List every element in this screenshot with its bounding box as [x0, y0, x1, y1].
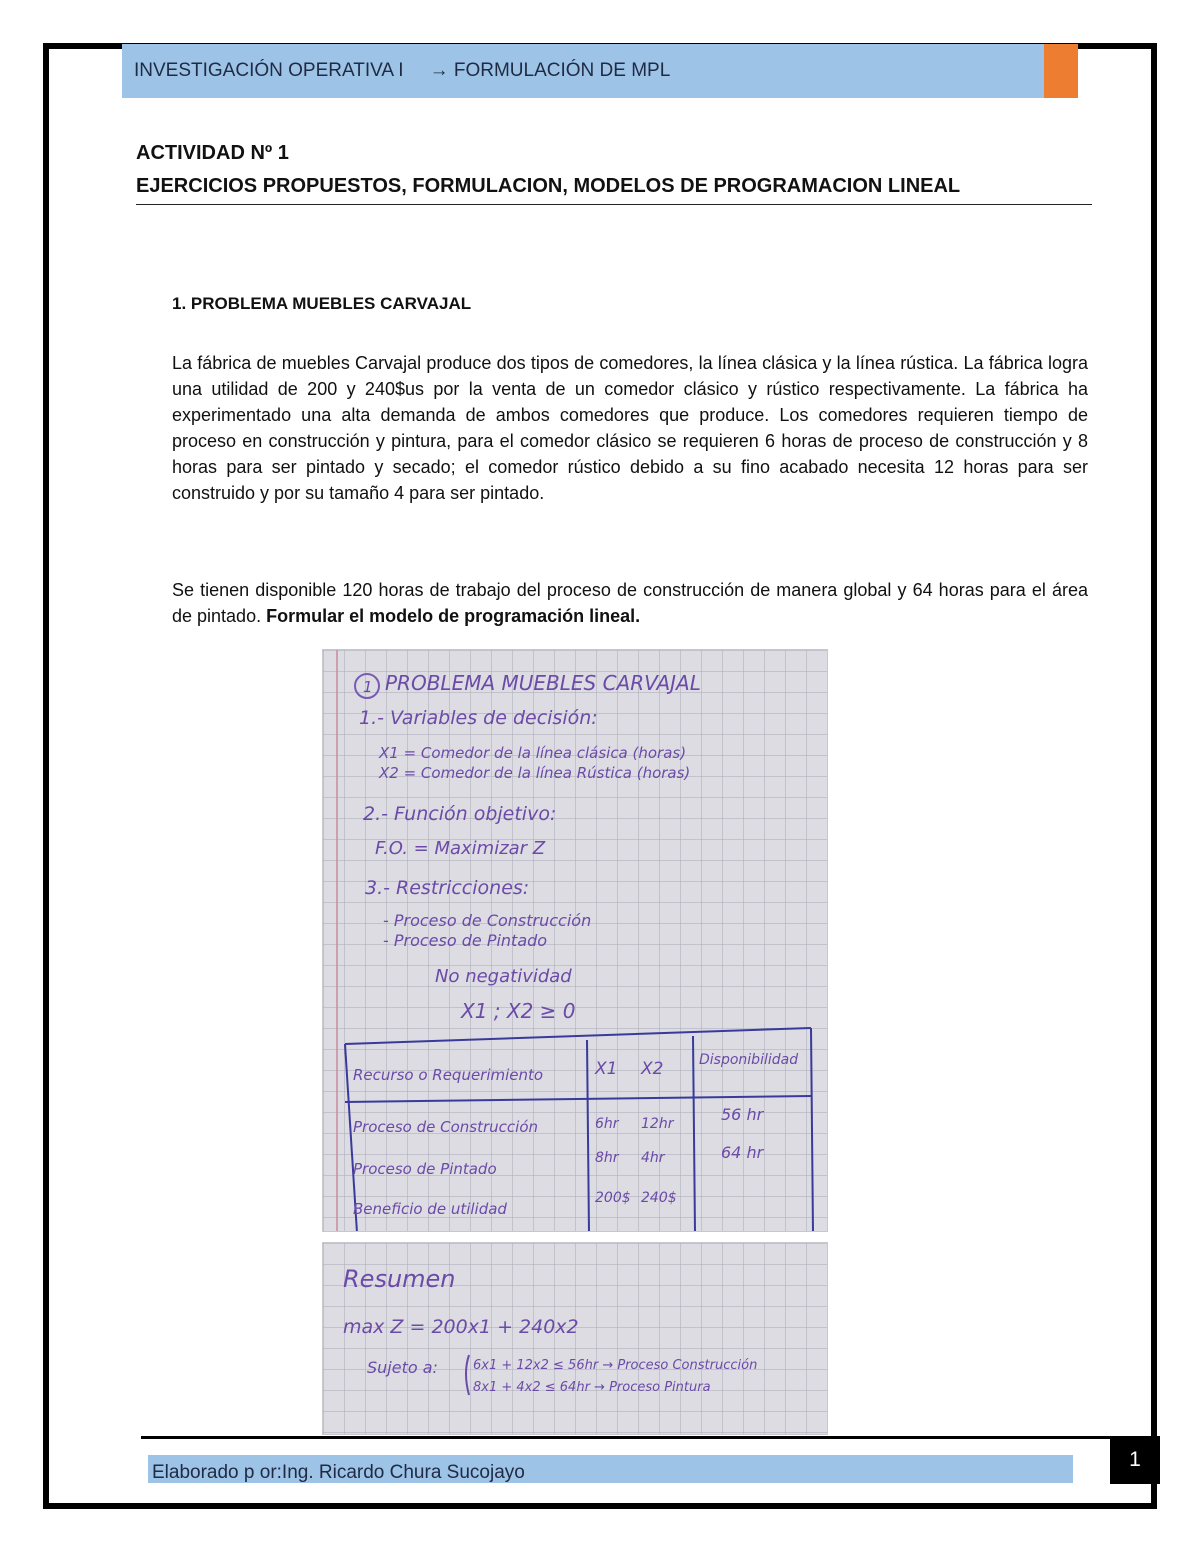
nb1-row3-x2: 240$ [641, 1190, 677, 1206]
problem-statement: La fábrica de muebles Carvajal produce dos tipos de comedores, la línea clásica y la línea rústica. La fábrica logra una utilidad de 200 y 240$us por la venta de un comedor clásico y rústico respectivamente. La fábrica ha experimentado una alta demanda de ambos comedores que produce. Los comedores requieren tiempo de proceso en construcción y pintura, para el comedor clásico se requieren 6 horas de proceso de construcción y 8 horas para ser pintado y secado; el comedor rústico debido a su fino acabado necesita 12 horas para ser construido y por su tamaño 4 para ser pintado. [172, 353, 1088, 503]
notebook-photo-2 [322, 1242, 828, 1435]
nb1-r2: - Proceso de Pintado [383, 931, 548, 950]
nb1-row2-avail: 64 hr [721, 1143, 764, 1162]
notebook-grid-1 [323, 650, 828, 1232]
header-topic: → FORMULACIÓN DE MPL [429, 60, 671, 81]
header-bar [122, 44, 1044, 98]
nb1-step3: 3.- Restricciones: [365, 877, 530, 899]
problem-title: 1. PROBLEMA MUEBLES CARVAJAL [172, 294, 472, 313]
nb1-row1-avail: 56 hr [721, 1105, 764, 1124]
page-number: 1 [1110, 1436, 1160, 1484]
nb1-fo: F.O. = Maximizar Z [375, 838, 546, 859]
requirement-instruction: Formular el modelo de programación lineal. [266, 606, 641, 626]
nb1-row3-name: Beneficio de utilidad [353, 1200, 507, 1218]
nb1-row2-x1: 8hr [595, 1150, 619, 1166]
nb1-row1-x2: 12hr [641, 1116, 674, 1132]
nb1-nonneg-expr: X1 ; X2 ≥ 0 [461, 999, 576, 1023]
nb2-c1: 6x1 + 12x2 ≤ 56hr → Proceso Construcción [473, 1358, 758, 1373]
nb2-heading: Resumen [343, 1265, 456, 1293]
footer-rule [141, 1436, 1157, 1439]
nb1-th-x2: X2 [641, 1059, 664, 1079]
notebook-grid-2 [323, 1243, 828, 1435]
nb1-row3-x1: 200$ [595, 1190, 631, 1206]
footer-author: Elaborado p or:Ing. Ricardo Chura Sucojayo [152, 1462, 525, 1483]
problem-requirement [172, 577, 1088, 629]
nb2-c2: 8x1 + 4x2 ≤ 64hr → Proceso Pintura [473, 1380, 711, 1395]
activity-title: ACTIVIDAD Nº 1 [136, 142, 289, 164]
header-course: INVESTIGACIÓN OPERATIVA I [134, 60, 404, 81]
nb1-row1-x1: 6hr [595, 1116, 619, 1132]
nb1-th-x1: X1 [595, 1059, 618, 1079]
nb1-row2-name: Proceso de Pintado [353, 1160, 497, 1178]
nb1-heading: PROBLEMA MUEBLES CARVAJAL [385, 671, 701, 695]
nb1-nonneg: No negatividad [435, 966, 572, 987]
activity-subtitle: EJERCICIOS PROPUESTOS, FORMULACION, MODELOS DE PROGRAMACION LINEAL [136, 175, 1092, 205]
requirement-text: Se tienen disponible 120 horas de trabajo del proceso de construcción de manera global y 64 horas para el área de pintado. [172, 580, 1088, 626]
notebook-photo-1 [322, 649, 828, 1232]
nb1-step1: 1.- Variables de decisión: [359, 707, 598, 729]
nb1-r1: - Proceso de Construcción [383, 911, 592, 930]
nb1-step2: 2.- Función objetivo: [363, 803, 557, 825]
header-accent [1044, 44, 1078, 98]
nb1-x1: X1 = Comedor de la línea clásica (horas) [379, 744, 687, 762]
nb2-objective: max Z = 200x1 + 240x2 [343, 1316, 579, 1338]
nb1-row2-x2: 4hr [641, 1150, 665, 1166]
nb2-subject: Sujeto a: [367, 1358, 438, 1377]
nb1-x2: X2 = Comedor de la línea Rústica (horas) [379, 764, 691, 782]
title-block [136, 142, 1092, 205]
nb1-th-availability: Disponibilidad [699, 1052, 799, 1068]
nb1-row1-name: Proceso de Construcción [353, 1118, 539, 1136]
svg-text:1: 1 [363, 678, 373, 696]
nb1-th-resource: Recurso o Requerimiento [353, 1066, 544, 1084]
